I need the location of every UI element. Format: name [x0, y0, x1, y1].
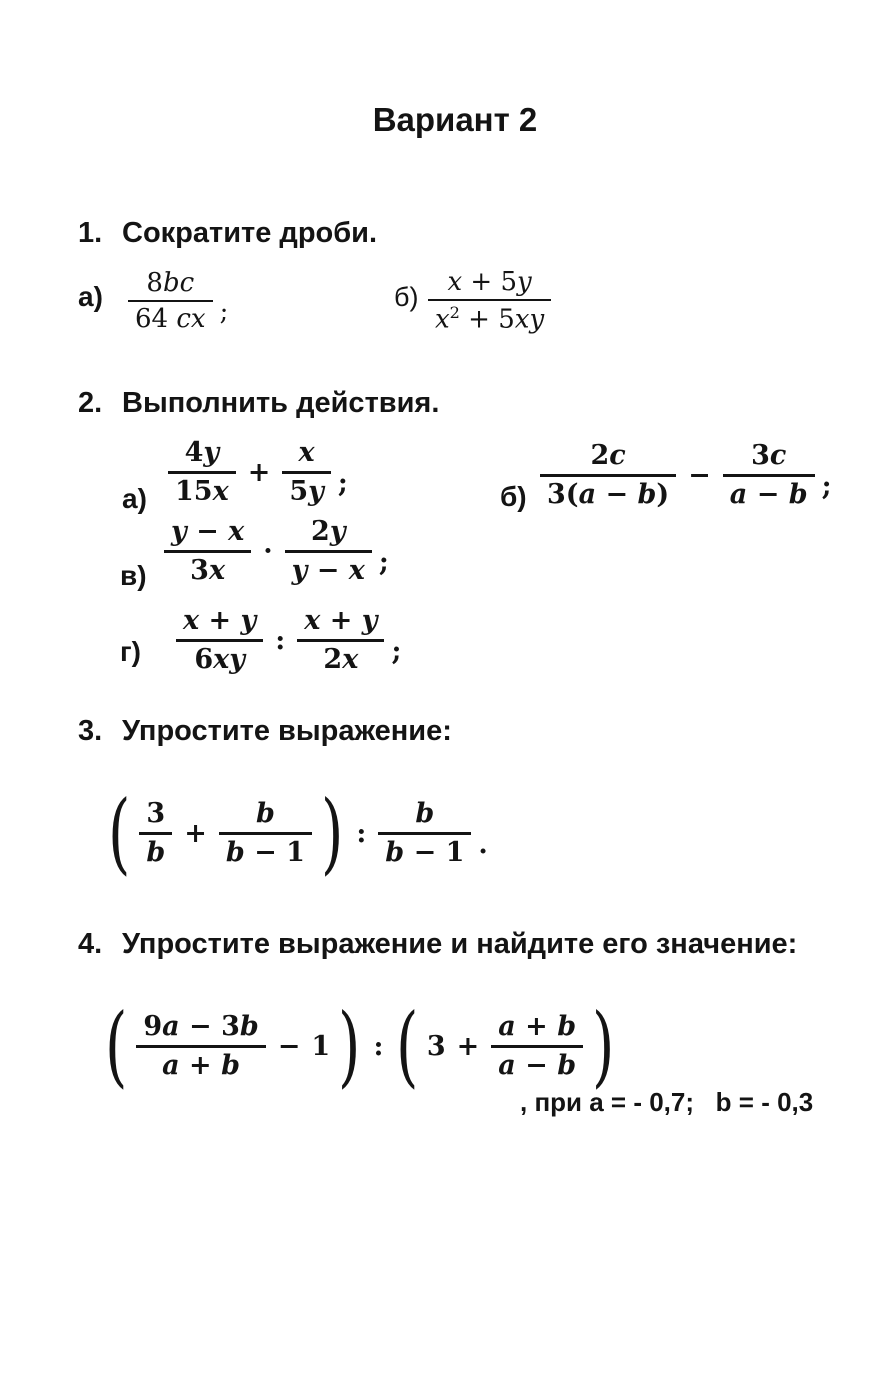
literal: +: [320, 605, 362, 637]
part-label-2b: б): [500, 481, 527, 512]
variable: y: [516, 267, 532, 298]
problem-4-number: 4.: [78, 928, 103, 960]
literal: 3: [146, 798, 166, 830]
numerator: [164, 517, 251, 552]
punctuation: ;: [219, 297, 229, 327]
operator: ·: [263, 535, 273, 567]
operator: :: [356, 817, 367, 849]
denominator: [136, 1048, 265, 1080]
punctuation: ;: [391, 635, 402, 667]
right-parenthesis: ): [320, 781, 344, 884]
denominator: [723, 477, 815, 509]
evaluation-condition: , при a = - 0,7; b = - 0,3: [520, 1087, 814, 1117]
literal: 3(: [547, 478, 579, 510]
literal: 15: [175, 475, 213, 507]
punctuation: ;: [337, 467, 348, 499]
variable: x: [228, 516, 245, 548]
fraction: [168, 438, 236, 505]
numerator: [285, 517, 372, 552]
variable: x: [304, 605, 321, 637]
part-label-1b: б): [394, 282, 419, 312]
math-expression-2b: [536, 435, 832, 515]
fraction: [378, 799, 471, 866]
variable: xy: [514, 304, 545, 335]
numerator: [723, 441, 815, 476]
denominator: [428, 301, 551, 334]
fraction: [723, 441, 815, 508]
denominator: [285, 553, 372, 585]
variable: x: [435, 304, 450, 335]
numerator: [491, 1012, 583, 1047]
variable: y: [171, 516, 187, 548]
literal: 3: [426, 1030, 446, 1062]
numerator: [128, 269, 213, 302]
variable: x: [348, 554, 365, 586]
denominator: [168, 474, 236, 506]
operator: :: [373, 1030, 384, 1062]
fraction: [164, 517, 251, 584]
operator: −: [688, 459, 711, 491]
punctuation: ;: [378, 546, 389, 578]
variable: y: [329, 516, 346, 548]
literal: −: [186, 516, 229, 548]
math-expression-4: [100, 996, 619, 1096]
literal: + 5: [459, 304, 515, 335]
punctuation: ;: [821, 470, 832, 502]
variable: x: [183, 605, 200, 637]
left-parenthesis: (: [104, 994, 128, 1097]
variable: a: [162, 1049, 180, 1081]
literal: −: [515, 1049, 558, 1081]
numerator: [139, 799, 172, 834]
fraction: [176, 606, 263, 673]
numerator: [378, 799, 471, 834]
variable: x: [342, 643, 359, 675]
math-expression-3: [103, 783, 488, 883]
variable: x: [447, 267, 463, 298]
literal: 4: [184, 437, 204, 469]
literal: 5: [289, 475, 309, 507]
problem-4-heading: Упростите выражение и найдите его значение:: [122, 928, 798, 960]
literal: − 1: [244, 836, 305, 868]
variable: b: [225, 836, 245, 868]
denominator: [297, 642, 384, 674]
denominator: [378, 835, 471, 867]
fraction: [128, 269, 213, 333]
variable: a: [578, 478, 597, 510]
denominator: [540, 477, 676, 509]
variable: c: [769, 440, 787, 472]
denominator: [139, 835, 172, 867]
literal: −: [596, 478, 638, 510]
denominator: [128, 302, 213, 333]
variable: x: [208, 554, 226, 586]
punctuation: .: [478, 828, 488, 860]
literal: +: [199, 605, 241, 637]
part-label-2a: а): [122, 483, 147, 514]
variable: y: [361, 605, 378, 637]
term: [311, 1031, 330, 1062]
literal: 9: [143, 1011, 163, 1043]
right-parenthesis: ): [592, 994, 615, 1097]
variable: b: [788, 478, 808, 510]
page-title: Вариант 2: [372, 101, 538, 138]
fraction: [285, 517, 372, 584]
problem-2-heading: Выполнить действия.: [122, 387, 440, 419]
variable: b: [637, 478, 657, 510]
variable: y: [291, 554, 308, 586]
problem-3-number: 3.: [78, 715, 103, 747]
variable: b: [557, 1011, 577, 1043]
variable: y: [308, 475, 324, 507]
denominator: [176, 642, 263, 674]
numerator: [428, 268, 551, 301]
problem-1-heading: Сократите дроби.: [122, 217, 378, 249]
numerator: [168, 438, 236, 473]
numerator: [136, 1012, 265, 1047]
operator: +: [456, 1030, 480, 1062]
variable: a: [162, 1011, 180, 1043]
variable: b: [415, 798, 435, 830]
literal: 2: [311, 516, 330, 548]
variable: x: [298, 437, 315, 469]
literal: 3: [751, 440, 770, 472]
literal: −: [307, 554, 349, 586]
variable: b: [221, 1049, 240, 1081]
variable: b: [557, 1049, 577, 1081]
numerator: [540, 441, 676, 476]
variable: b: [255, 798, 275, 830]
literal: − 3: [179, 1011, 240, 1043]
variable: a: [498, 1049, 516, 1081]
variable: b: [239, 1011, 259, 1043]
denominator: [282, 474, 331, 506]
literal: 3: [190, 554, 209, 586]
denominator: [219, 835, 312, 867]
variable: b: [385, 836, 405, 868]
operator: +: [247, 456, 271, 488]
part-label-1a: а): [78, 281, 103, 312]
denominator: [164, 553, 251, 585]
variable: x: [212, 475, 229, 507]
problem-1-number: 1.: [78, 217, 103, 249]
fraction: [139, 799, 172, 866]
literal: + 5: [462, 267, 517, 298]
problem-2-number: 2.: [78, 387, 103, 419]
literal: 6: [194, 643, 214, 675]
variable: c: [609, 440, 626, 472]
numerator: [282, 438, 331, 473]
literal: 8: [146, 267, 163, 298]
operator: −: [277, 1030, 301, 1062]
part-label-2g: г): [120, 636, 141, 667]
math-expression-2v: [160, 511, 389, 591]
literal: +: [515, 1011, 558, 1043]
variable: xy: [213, 643, 245, 675]
literal: 1: [311, 1030, 331, 1062]
fraction: [136, 1012, 265, 1079]
variable: a: [498, 1011, 516, 1043]
literal: − 1: [404, 836, 465, 868]
fraction: [428, 268, 551, 334]
variable: a: [729, 478, 748, 510]
math-expression-2g: [172, 600, 401, 680]
fraction: [297, 606, 384, 673]
fraction: [282, 438, 331, 505]
math-expression-2a: [164, 432, 348, 512]
left-parenthesis: (: [107, 781, 131, 884]
literal: 2: [323, 643, 343, 675]
numerator: [297, 606, 384, 641]
variable: bc: [162, 267, 195, 298]
superscript: 2: [449, 303, 460, 323]
fraction: [540, 441, 676, 508]
fraction: [219, 799, 312, 866]
variable: y: [203, 437, 220, 469]
variable: cx: [176, 304, 206, 334]
literal: ): [656, 478, 670, 510]
variable: b: [146, 836, 166, 868]
literal: +: [179, 1049, 222, 1081]
right-parenthesis: ): [338, 994, 361, 1097]
operator: :: [275, 624, 286, 656]
problem-3-heading: Упростите выражение:: [122, 715, 452, 747]
literal: 64: [135, 304, 177, 334]
term: [427, 1031, 446, 1062]
numerator: [219, 799, 312, 834]
math-expression-1a: [124, 261, 228, 341]
fraction: [491, 1012, 583, 1079]
operator: +: [184, 817, 207, 849]
variable: y: [240, 605, 257, 637]
left-parenthesis: (: [396, 994, 419, 1097]
part-label-2v: в): [120, 560, 147, 591]
numerator: [176, 606, 263, 641]
literal: −: [747, 478, 789, 510]
literal: 2: [590, 440, 610, 472]
math-expression-1b: [424, 261, 555, 341]
denominator: [491, 1048, 583, 1080]
